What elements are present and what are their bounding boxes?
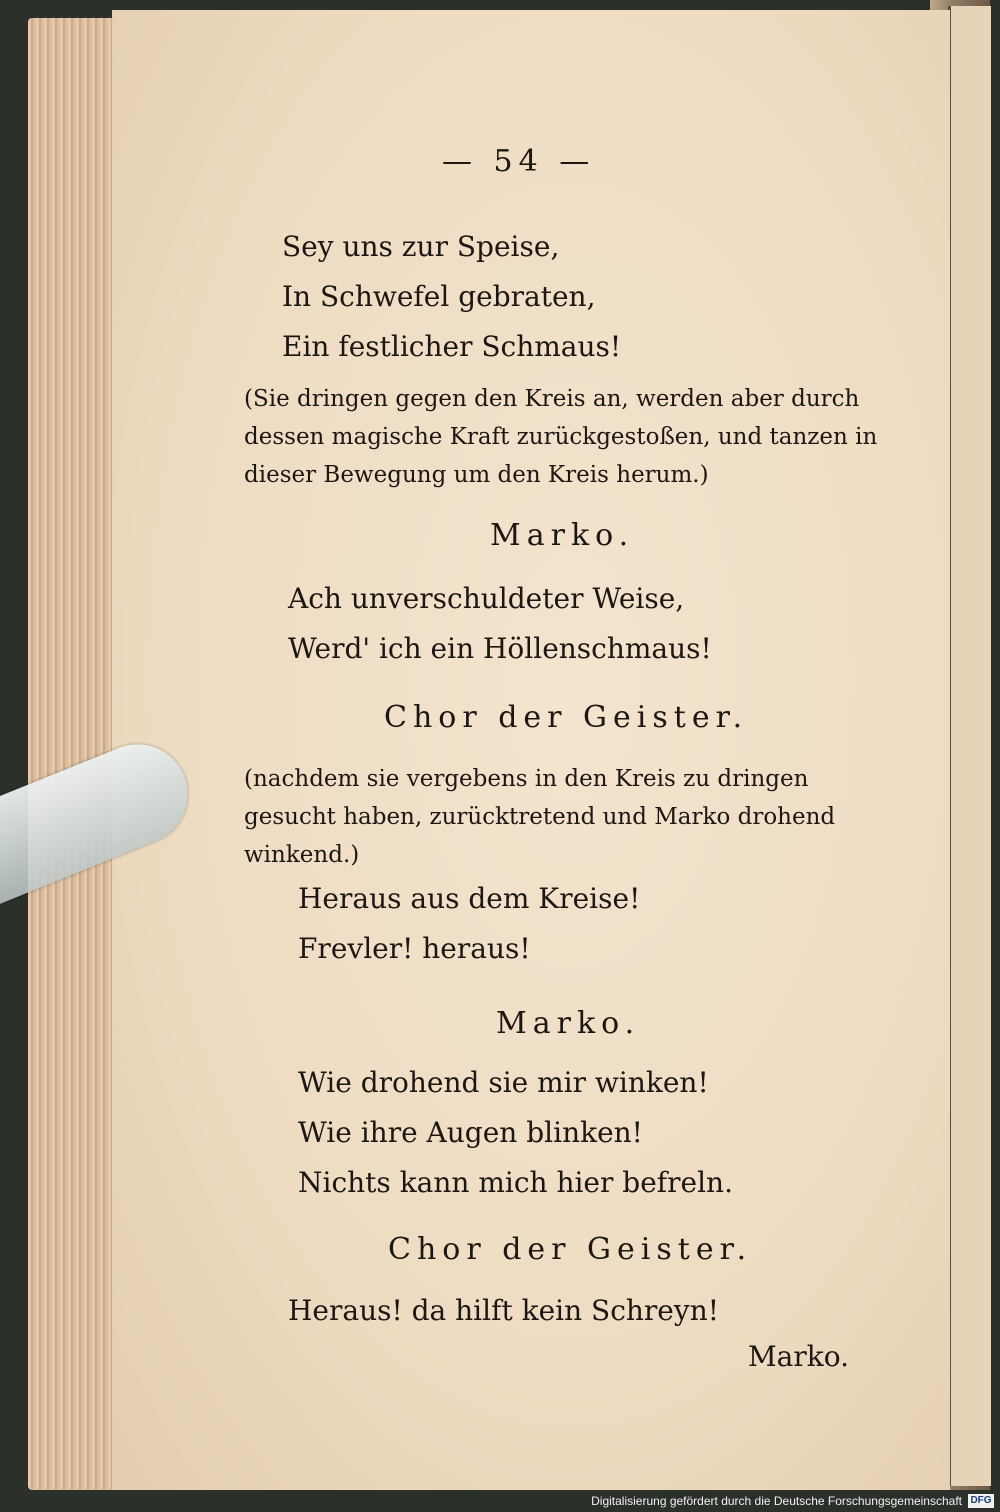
- stage-direction-line: dieser Bewegung um den Kreis herum.): [244, 462, 709, 488]
- stage-direction-line: (nachdem sie vergebens in den Kreis zu dringen: [244, 766, 809, 792]
- speaker-name: Chor der Geister.: [388, 1232, 753, 1267]
- verse-line: Heraus! da hilft kein Schreyn!: [288, 1294, 719, 1327]
- verse-line: In Schwefel gebraten,: [282, 280, 596, 313]
- speaker-name: Chor der Geister.: [384, 700, 749, 735]
- book-page: [112, 10, 950, 1490]
- facing-page-edge: [948, 6, 991, 1486]
- stage-direction-line: gesucht haben, zurücktretend und Marko drohend: [244, 804, 836, 830]
- speaker-name: Marko.: [490, 518, 635, 553]
- dfg-logo: DFG: [968, 1494, 994, 1508]
- page-number: — 54 —: [442, 144, 596, 179]
- verse-line: Werd' ich ein Höllenschmaus!: [288, 632, 712, 665]
- stage-direction-line: winkend.): [244, 842, 360, 868]
- verse-line: Ach unverschuldeter Weise,: [288, 582, 685, 615]
- verse-line: Ein festlicher Schmaus!: [282, 330, 622, 363]
- verse-line: Nichts kann mich hier befreln.: [298, 1166, 733, 1199]
- stage-direction-line: (Sie dringen gegen den Kreis an, werden aber durch: [244, 386, 860, 412]
- footer-credit: Digitalisierung gefördert durch die Deutsche Forschungsgemeinschaft: [591, 1494, 962, 1508]
- verse-line: Frevler! heraus!: [298, 932, 531, 965]
- verse-line: Wie ihre Augen blinken!: [298, 1116, 643, 1149]
- verse-line: Sey uns zur Speise,: [282, 230, 560, 263]
- speaker-name: Marko.: [496, 1006, 641, 1041]
- verse-line: Heraus aus dem Kreise!: [298, 882, 641, 915]
- catchword: Marko.: [748, 1340, 849, 1373]
- stage-direction-line: dessen magische Kraft zurückgestoßen, und tanzen in: [244, 424, 878, 450]
- verse-line: Wie drohend sie mir winken!: [298, 1066, 709, 1099]
